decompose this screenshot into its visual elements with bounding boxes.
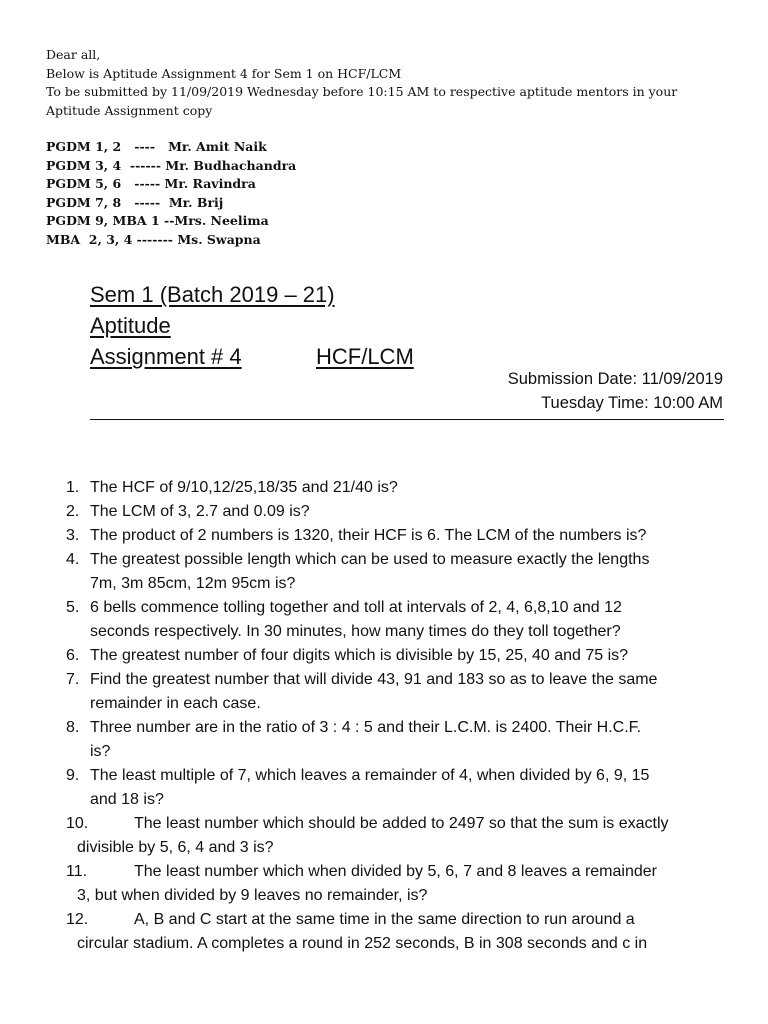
subject-title: Aptitude <box>90 313 171 338</box>
question-number: 10. <box>66 815 89 832</box>
question-text: The greatest number of four digits which is divisible by 15, 25, 40 and 75 is? <box>90 647 629 664</box>
question-text-continued: 3, but when divided by 9 leaves no remainder, is? <box>77 887 428 904</box>
question-text-continued: circular stadium. A completes a round in 252 seconds, B in 308 seconds and c in <box>77 935 648 952</box>
question-text: Three number are in the ratio of 3 : 4 : 5 and their L.C.M. is 2400. Their H.C.F. <box>90 719 642 736</box>
intro-line: Below is Aptitude Assignment 4 for Sem 1 on HCF/LCM <box>46 65 402 81</box>
question-number: 8. <box>66 719 80 736</box>
submission-time: Tuesday Time: 10:00 AM <box>541 393 723 412</box>
question-item <box>66 812 728 860</box>
question-item <box>66 764 728 812</box>
question-text-continued: 7m, 3m 85cm, 12m 95cm is? <box>90 575 296 592</box>
question-number: 6. <box>66 647 80 664</box>
question-item <box>66 548 728 596</box>
topic-title: HCF/LCM <box>316 344 414 369</box>
mentor-list <box>46 138 446 249</box>
question-number: 11. <box>66 863 88 880</box>
question-item <box>66 596 728 644</box>
question-item <box>66 716 728 764</box>
submission-date: Submission Date: 11/09/2019 <box>507 370 723 388</box>
question-text: A, B and C start at the same time in the same direction to run around a <box>134 911 635 928</box>
question-text: The LCM of 3, 2.7 and 0.09 is? <box>90 503 310 520</box>
question-number: 3. <box>66 527 80 544</box>
question-text: The greatest possible length which can be used to measure exactly the lengths <box>90 551 650 568</box>
mentor-row: PGDM 9, MBA 1 --Mrs. Neelima <box>46 213 269 228</box>
mentor-row: PGDM 1, 2 ---- Mr. Amit Naik <box>46 139 267 154</box>
question-number: 4. <box>66 551 80 568</box>
question-number: 1. <box>66 479 80 496</box>
question-text-continued: and 18 is? <box>90 791 164 808</box>
question-item <box>66 500 728 524</box>
mentor-row: MBA 2, 3, 4 ------- Ms. Swapna <box>46 231 261 247</box>
question-item <box>66 644 728 668</box>
question-text-continued: seconds respectively. In 30 minutes, how many times do they toll together? <box>90 623 621 640</box>
semester-title: Sem 1 (Batch 2019 – 21) <box>90 282 335 307</box>
question-item <box>66 908 728 956</box>
question-item <box>66 860 728 908</box>
intro-line: Aptitude Assignment copy <box>46 102 213 118</box>
submission-info <box>323 368 723 415</box>
question-number: 9. <box>66 767 80 784</box>
mentor-row: PGDM 5, 6 ----- Mr. Ravindra <box>46 176 256 191</box>
question-number: 2. <box>66 503 80 520</box>
assignment-number: Assignment # 4 <box>90 344 242 369</box>
question-list <box>66 476 728 956</box>
mentor-row: PGDM 3, 4 ------ Mr. Budhachandra <box>46 157 297 173</box>
assignment-title-block <box>90 279 730 372</box>
greeting: Dear all, <box>46 47 101 62</box>
question-item <box>66 668 728 716</box>
question-number: 12. <box>66 911 89 928</box>
question-text-continued: divisible by 5, 6, 4 and 3 is? <box>77 839 274 856</box>
question-text: The product of 2 numbers is 1320, their HCF is 6. The LCM of the numbers is? <box>90 527 647 544</box>
question-number: 5. <box>66 599 80 616</box>
intro-line: To be submitted by 11/09/2019 Wednesday before 10:15 AM to respective aptitude mentors in your <box>46 84 678 99</box>
question-text: The least number which should be added to 2497 so that the sum is exactly <box>134 815 669 832</box>
question-text: Find the greatest number that will divide 43, 91 and 183 so as to leave the same <box>90 671 658 688</box>
mentor-row: PGDM 7, 8 ----- Mr. Brij <box>46 194 224 210</box>
question-text-continued: is? <box>90 743 111 760</box>
question-number: 7. <box>66 671 80 688</box>
question-text-continued: remainder in each case. <box>90 695 261 712</box>
question-item <box>66 524 728 548</box>
divider-line <box>90 419 724 420</box>
question-text: The HCF of 9/10,12/25,18/35 and 21/40 is? <box>90 479 398 496</box>
question-text: The least multiple of 7, which leaves a remainder of 4, when divided by 6, 9, 15 <box>90 767 650 784</box>
question-item <box>66 476 728 500</box>
question-text: 6 bells commence tolling together and toll at intervals of 2, 4, 6,8,10 and 12 <box>90 599 622 616</box>
intro-message <box>46 46 736 120</box>
question-text: The least number which when divided by 5, 6, 7 and 8 leaves a remainder <box>134 863 657 880</box>
